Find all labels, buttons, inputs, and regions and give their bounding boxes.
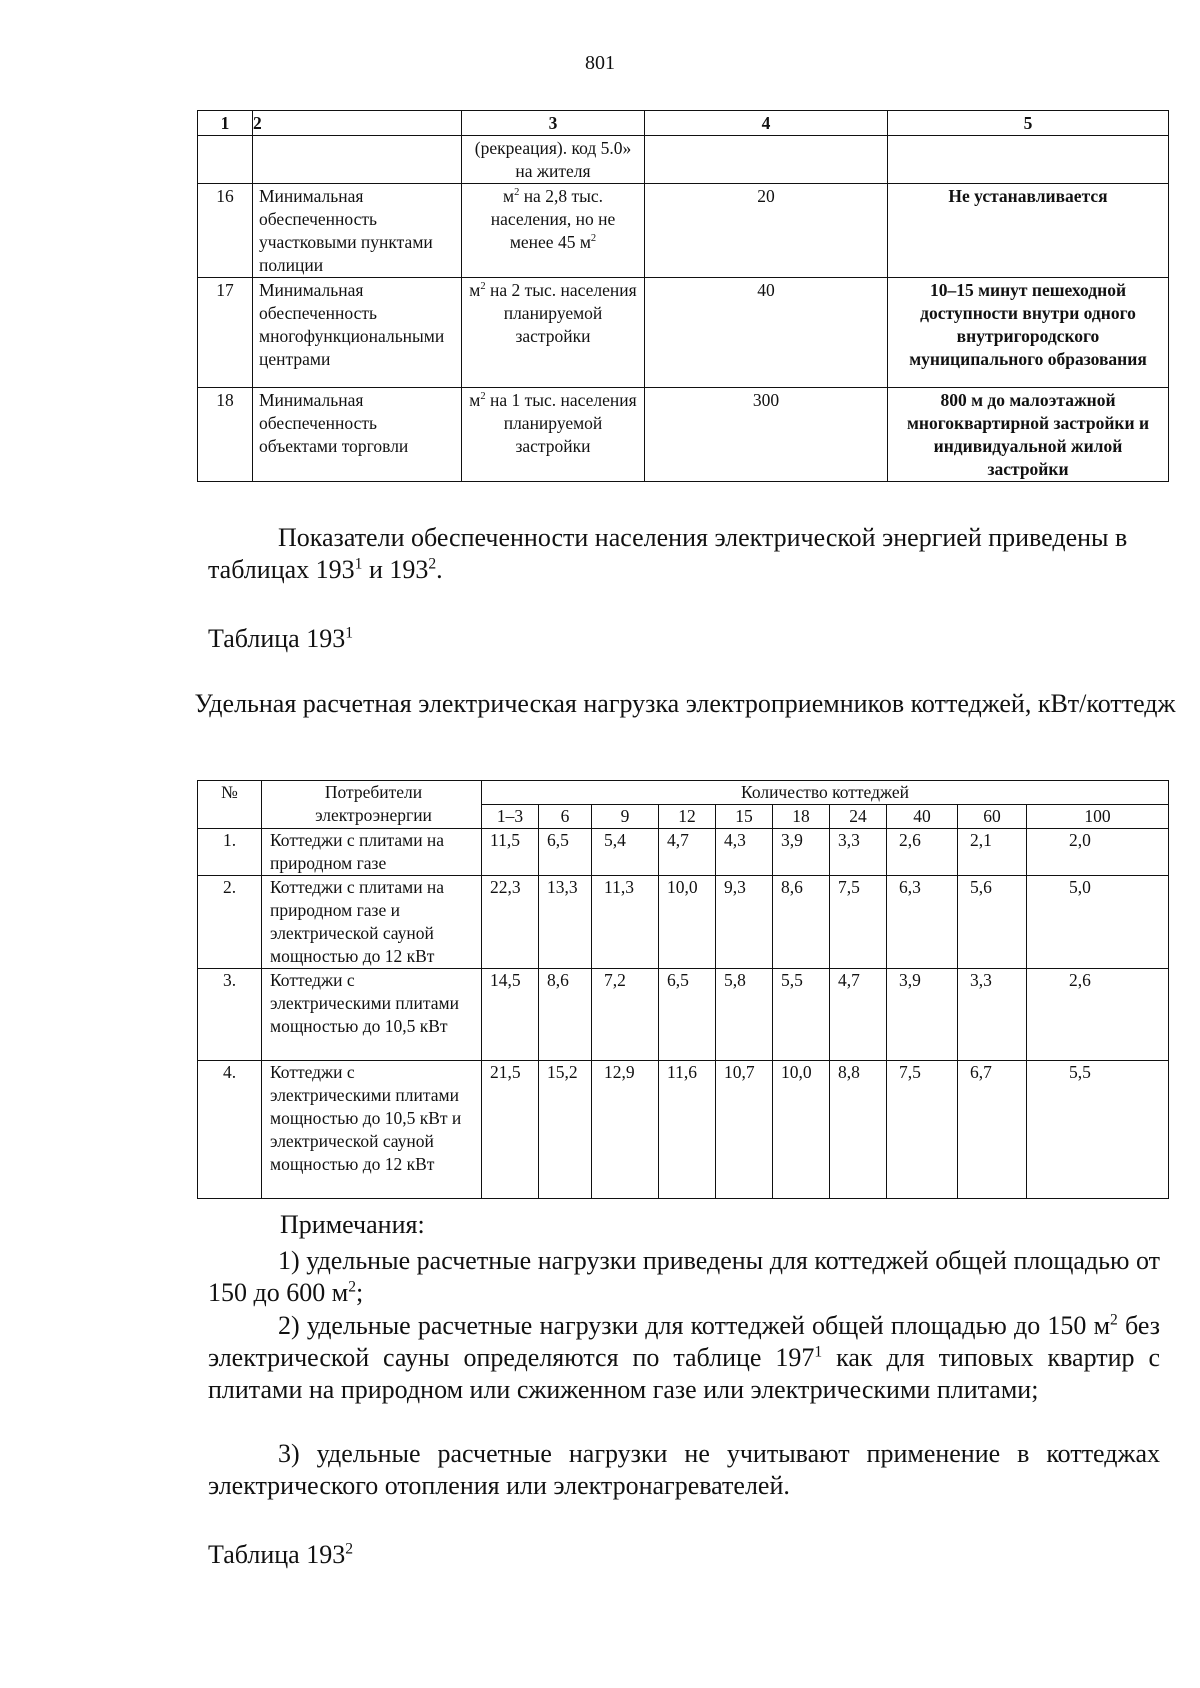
row-number: 16 (198, 184, 253, 278)
indicator-name (253, 136, 462, 184)
load-value: 13,3 (539, 876, 592, 969)
table-caption: Удельная расчетная электрическая нагрузка электроприемников коттеджей, кВт/коттедж (194, 689, 1176, 718)
indicator-name: Минимальная обеспеченность многофункциональными центрами (253, 278, 462, 388)
table-header-row (198, 781, 1169, 805)
unit-cell: $м^2$ на 2 тыс. населения планируемой застройки (462, 278, 645, 388)
count-header: 100 (1027, 805, 1169, 829)
note-cell: 10–15 минут пешеходной доступности внутри одного внутригородского муниципального образования (888, 278, 1169, 388)
load-value: 12,9 (592, 1061, 659, 1199)
column-header: 4 (645, 111, 888, 136)
load-value: 4,7 (659, 829, 716, 876)
row-number: 2. (198, 876, 262, 969)
column-header-count: Количество коттеджей (482, 781, 1169, 805)
norms-table-continuation (197, 110, 1169, 482)
column-header-number: № (198, 781, 262, 829)
count-header: 6 (539, 805, 592, 829)
load-value: 11,5 (482, 829, 539, 876)
load-value: 11,6 (659, 1061, 716, 1199)
load-value: 10,0 (773, 1061, 830, 1199)
load-value: 5,4 (592, 829, 659, 876)
load-value: 6,7 (958, 1061, 1027, 1199)
table-header-row (198, 111, 1169, 136)
load-value: 5,5 (773, 969, 830, 1061)
load-value: 3,9 (773, 829, 830, 876)
note-cell: 800 м до малоэтажной многоквартирной застройки и индивидуальной жилой застройки (888, 388, 1169, 482)
note-cell: Не устанавливается (888, 184, 1169, 278)
table-row (198, 136, 1169, 184)
consumer-name: Коттеджи с электрическими плитами мощностью до 10,5 кВт и электрической сауной мощностью до 12 кВт (262, 1061, 482, 1199)
column-header: 3 (462, 111, 645, 136)
load-value: 22,3 (482, 876, 539, 969)
value-cell (645, 136, 888, 184)
column-header-consumers: Потребители электроэнергии (262, 781, 482, 829)
indicator-name: Минимальная обеспеченность объектами торговли (253, 388, 462, 482)
load-value: 4,3 (716, 829, 773, 876)
load-value: 15,2 (539, 1061, 592, 1199)
page-number: 801 (585, 52, 615, 74)
load-value: 2,0 (1027, 829, 1169, 876)
table-row (198, 184, 1169, 278)
table-row (198, 829, 1169, 876)
value-cell: 300 (645, 388, 888, 482)
load-value: 21,5 (482, 1061, 539, 1199)
load-value: 3,3 (830, 829, 887, 876)
row-number: 3. (198, 969, 262, 1061)
column-header: 2 (253, 111, 462, 136)
value-cell: 20 (645, 184, 888, 278)
count-header: 40 (887, 805, 958, 829)
load-value: 5,5 (1027, 1061, 1169, 1199)
unit-cell: $м^2$ на 2,8 тыс. населения, но не менее 45 $м^2$ (462, 184, 645, 278)
count-header: 1–3 (482, 805, 539, 829)
load-value: 7,2 (592, 969, 659, 1061)
unit-cell: $м^2$ на 1 тыс. населения планируемой застройки (462, 388, 645, 482)
load-value: 6,3 (887, 876, 958, 969)
count-header: 9 (592, 805, 659, 829)
load-value: 9,3 (716, 876, 773, 969)
load-value: 5,0 (1027, 876, 1169, 969)
row-number (198, 136, 253, 184)
load-value: 10,0 (659, 876, 716, 969)
load-value: 4,7 (830, 969, 887, 1061)
table-row (198, 388, 1169, 482)
load-value: 3,3 (958, 969, 1027, 1061)
row-number: 17 (198, 278, 253, 388)
load-value: 3,9 (887, 969, 958, 1061)
row-number: 18 (198, 388, 253, 482)
notes-title: Примечания: (280, 1210, 425, 1239)
load-value: 8,6 (773, 876, 830, 969)
indicator-name: Минимальная обеспеченность участковыми пунктами полиции (253, 184, 462, 278)
table-label-193-1: Таблица $193^1$ (208, 624, 353, 653)
row-number: 4. (198, 1061, 262, 1199)
consumer-name: Коттеджи с плитами на природном газе (262, 829, 482, 876)
load-value: 5,6 (958, 876, 1027, 969)
load-value: 7,5 (887, 1061, 958, 1199)
load-value: 7,5 (830, 876, 887, 969)
column-header: 5 (888, 111, 1169, 136)
load-value: 14,5 (482, 969, 539, 1061)
consumer-name: Коттеджи с плитами на природном газе и электрической сауной мощностью до 12 кВт (262, 876, 482, 969)
load-value: 8,8 (830, 1061, 887, 1199)
count-header: 60 (958, 805, 1027, 829)
load-value: 2,1 (958, 829, 1027, 876)
value-cell: 40 (645, 278, 888, 388)
row-number: 1. (198, 829, 262, 876)
unit-cell: (рекреация). код 5.0» на жителя (462, 136, 645, 184)
load-value: 5,8 (716, 969, 773, 1061)
load-value: 10,7 (716, 1061, 773, 1199)
column-header: 1 (198, 111, 253, 136)
load-value: 11,3 (592, 876, 659, 969)
note-cell (888, 136, 1169, 184)
load-value: 2,6 (1027, 969, 1169, 1061)
note-1: 1) удельные расчетные нагрузки приведены для коттеджей общей площадью от 150 до 600 $м^2$; (208, 1246, 1160, 1307)
table-row (198, 876, 1169, 969)
table-row (198, 1061, 1169, 1199)
table-row (198, 278, 1169, 388)
intro-paragraph: Показатели обеспеченности населения электрической энергией приведены в таблицах $193^1$ и $193^2$. (208, 523, 1128, 584)
consumer-name: Коттеджи с электрическими плитами мощностью до 10,5 кВт (262, 969, 482, 1061)
note-3: 3) удельные расчетные нагрузки не учитывают применение в коттеджах электрического отопления или электронагревателей. (208, 1439, 1160, 1500)
load-value: 2,6 (887, 829, 958, 876)
table-row (198, 969, 1169, 1061)
count-header: 12 (659, 805, 716, 829)
count-header: 24 (830, 805, 887, 829)
load-value: 6,5 (659, 969, 716, 1061)
load-value: 8,6 (539, 969, 592, 1061)
load-value: 6,5 (539, 829, 592, 876)
count-header: 15 (716, 805, 773, 829)
table-label-193-2: Таблица $193^2$ (208, 1540, 353, 1569)
note-2: 2) удельные расчетные нагрузки для коттеджей общей площадью до 150 $м^2$ без электрической сауны определяются по таблице $197^1$ как для типовых квартир с плитами на природном или сжиженном газе или электрическими плитами; (208, 1311, 1160, 1404)
cottage-load-table (197, 780, 1169, 1199)
count-header: 18 (773, 805, 830, 829)
